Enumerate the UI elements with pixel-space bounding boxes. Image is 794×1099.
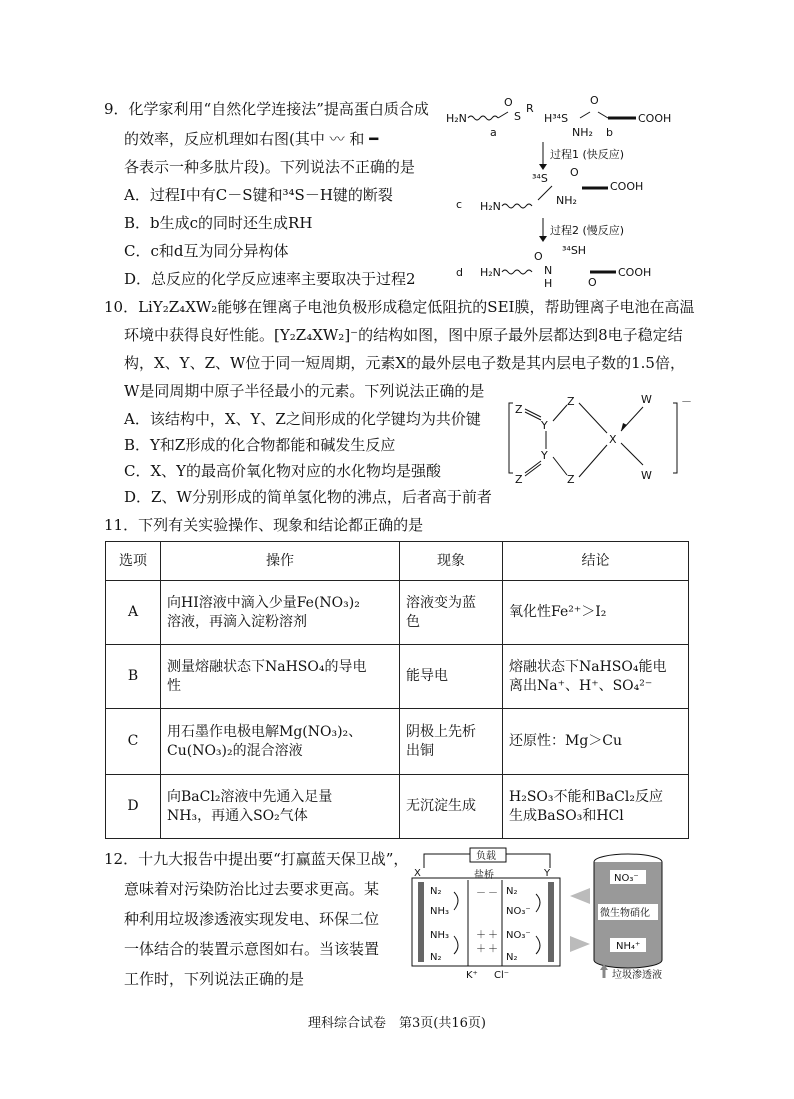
page-footer: 理科综合试卷 第3页(共16页) <box>308 1016 486 1031</box>
plus-sign: ＋ <box>476 930 486 941</box>
q10-option-c: C．X、Y的最高价氧化物对应的水化物均是强酸 <box>124 462 442 480</box>
q10-stem-line-1: 10．LiY₂Z₄XW₂能够在锂离子电池负极形成稳定低阻抗的SEI膜，帮助锂离子电池在高温 <box>104 298 695 316</box>
q9-option-d: D．总反应的化学反应速率主要取决于过程2 <box>124 270 416 288</box>
row-conclusion: H₂SO₃不能和BaCl₂反应 生成BaSO₃和HCl <box>503 775 689 839</box>
w-atom: W <box>641 469 652 482</box>
plus-sign: ＋ <box>488 944 498 955</box>
q12-stem-line-4: 一体结合的装置示意图如右。当该装置 <box>124 940 380 958</box>
row-conclusion: 氧化性Fe²⁺＞I₂ <box>503 581 689 645</box>
row-operation: 向HI溶液中滴入少量Fe(NO₃)₂ 溶液，再滴入淀粉溶剂 <box>161 581 400 645</box>
q10-option-a: A．该结构中，X、Y、Z之间形成的化学键均为共价键 <box>124 410 481 428</box>
left-arrow-icon <box>570 888 590 904</box>
row-conclusion: 还原性：Mg＞Cu <box>503 709 689 775</box>
species-label: N₂ <box>430 886 442 897</box>
species-label: N₂ <box>430 952 442 963</box>
header-operation: 操作 <box>161 542 400 581</box>
d-cooh-label: COOH <box>618 266 652 279</box>
d-label: d <box>456 266 463 279</box>
b-cooh-label: COOH <box>638 112 672 125</box>
row-option: A <box>106 581 161 645</box>
a-h2n-label: H₂N <box>446 112 467 125</box>
b-nh2-label: NH₂ <box>572 126 593 139</box>
curved-arrow-icon <box>536 894 540 912</box>
q9-stem-line-2: 的效率，反应机理如右图(其中 〰 和 ━ <box>124 130 379 148</box>
a-carbonyl-o: O <box>504 96 513 109</box>
right-bracket <box>673 403 677 473</box>
q9-option-b: B．b生成c的同时还生成RH <box>124 214 313 232</box>
c-s34-label: ³⁴S <box>532 172 548 185</box>
down-arrow-icon <box>539 236 547 242</box>
curved-arrow-icon <box>454 936 458 954</box>
c-nh2-label: NH₂ <box>556 194 577 207</box>
row-phenomenon: 溶液变为蓝 色 <box>400 581 503 645</box>
electrode-y-label: Y <box>544 868 551 879</box>
q11-stem: 11．下列有关实验操作、现象和结论都正确的是 <box>104 516 424 534</box>
tank-mid-label: 微生物硝化 <box>600 908 650 919</box>
q10-option-d: D．Z、W分别形成的简单氢化物的沸点，后者高于前者 <box>124 488 492 506</box>
a-r-label: R <box>526 102 534 115</box>
curved-arrow-icon <box>536 936 540 954</box>
a-wavy-chain <box>468 116 498 120</box>
minus-sign: － <box>476 888 486 899</box>
d-n-label: N <box>544 264 553 277</box>
q9-reaction-diagram <box>440 90 690 290</box>
y-atom: Y <box>541 419 548 432</box>
row-phenomenon: 阴极上先析 出铜 <box>400 709 503 775</box>
q12-stem-line-5: 工作时，下列说法正确的是 <box>124 970 305 988</box>
table-row <box>106 645 689 709</box>
arrow-icon <box>621 423 627 431</box>
row-operation: 向BaCl₂溶液中先通入足量 NH₃，再通入SO₂气体 <box>161 775 400 839</box>
q12-device-diagram <box>410 848 700 984</box>
right-arrow-icon <box>570 936 590 952</box>
c-h2n-label: H₂N <box>480 200 501 213</box>
species-label: NH₃ <box>430 930 450 941</box>
c-cooh-label: COOH <box>610 180 644 193</box>
table-row <box>106 709 689 775</box>
row-phenomenon: 能导电 <box>400 645 503 709</box>
header-conclusion: 结论 <box>503 542 689 581</box>
species-label: N₂ <box>506 886 518 897</box>
electrode-x <box>418 882 424 962</box>
d-carbonyl-o: O <box>588 276 597 289</box>
down-arrow-icon <box>539 164 547 170</box>
z-atom: Z <box>515 473 523 486</box>
d-sh34-label: ³⁴SH <box>562 244 587 257</box>
left-bracket <box>509 403 513 473</box>
table-row <box>106 581 689 645</box>
k-ion-label: K⁺ <box>466 970 478 981</box>
charge-label: － <box>681 395 692 408</box>
q10-stem-line-4: W是同周期中原子半径最小的元素。下列说法正确的是 <box>124 382 485 400</box>
row-option: C <box>106 709 161 775</box>
header-option: 选项 <box>106 542 161 581</box>
table-header-row <box>106 542 689 581</box>
step1-label: 过程1 (快反应) <box>550 148 625 161</box>
z-atom: Z <box>567 395 575 408</box>
b-carbonyl-o: O <box>590 94 599 107</box>
q12-stem-line-2: 意味着对污染防治比过去要求更高。某 <box>124 880 380 898</box>
z-atom: Z <box>567 473 575 486</box>
plus-sign: ＋ <box>476 944 486 955</box>
bond-line <box>498 112 508 118</box>
b-label: b <box>606 126 613 139</box>
d-o-label: O <box>534 250 543 263</box>
plus-sign: ＋ <box>488 930 498 941</box>
q9-stem-line-1: 9．化学家利用“自然化学连接法”提高蛋白质合成 <box>104 100 429 118</box>
row-option: B <box>106 645 161 709</box>
a-s-label: S <box>514 110 521 123</box>
q10-structure-diagram <box>505 385 690 495</box>
d-h2n-label: H₂N <box>480 266 501 279</box>
c-carbonyl-o: O <box>570 166 579 179</box>
salt-bridge-label: 盐桥 <box>474 870 494 881</box>
w-atom: W <box>641 393 652 406</box>
q9-option-a: A．过程I中有C－S键和³⁴S－H键的断裂 <box>124 186 393 204</box>
row-option: D <box>106 775 161 839</box>
row-phenomenon: 无沉淀生成 <box>400 775 503 839</box>
electrode-x-label: X <box>414 868 421 879</box>
step2-label: 过程2 (慢反应) <box>550 224 625 237</box>
q10-stem-line-3: 构，X、Y、Z、W位于同一短周期，元素X的最外层电子数是其内层电子数的1.5倍， <box>124 354 685 372</box>
minus-sign: － <box>488 888 498 899</box>
z-atom: Z <box>515 403 523 416</box>
tank-top-label: NO₃⁻ <box>614 873 639 884</box>
b-h34s-label: H³⁴S <box>544 112 569 125</box>
x-atom: X <box>609 433 617 446</box>
species-label: NO₃⁻ <box>506 930 531 941</box>
tank-bot-label: NH₄⁺ <box>616 941 641 952</box>
q9-stem-line-3: 各表示一种多肽片段)。下列说法不正确的是 <box>124 158 415 176</box>
a-label: a <box>490 126 497 139</box>
row-conclusion: 熔融状态下NaHSO₄能电 离出Na⁺、H⁺、SO₄²⁻ <box>503 645 689 709</box>
species-label: NO₃⁻ <box>506 906 531 917</box>
q9-option-c: C．c和d互为同分异构体 <box>124 242 289 260</box>
electrode-y <box>548 882 554 962</box>
header-phenomenon: 现象 <box>400 542 503 581</box>
d-h-label: H <box>544 277 553 290</box>
y-atom: Y <box>541 449 548 462</box>
species-label: N₂ <box>506 952 518 963</box>
row-operation: 测量熔融状态下NaHSO₄的导电 性 <box>161 645 400 709</box>
cl-ion-label: Cl⁻ <box>494 970 510 981</box>
q10-option-b: B．Y和Z形成的化合物都能和碱发生反应 <box>124 436 396 454</box>
load-label: 负载 <box>476 851 496 862</box>
q10-stem-line-2: 环境中获得良好性能。[Y₂Z₄XW₂]⁻的结构如图，图中原子最外层都达到8电子稳定结 <box>124 326 683 344</box>
q12-stem-line-1: 12．十九大报告中提出要“打赢蓝天保卫战”， <box>104 850 409 868</box>
q12-stem-line-3: 种利用垃圾渗透液实现发电、环保二位 <box>124 910 380 928</box>
table-row <box>106 775 689 839</box>
c-label: c <box>456 198 463 211</box>
q11-experiment-table <box>105 541 689 839</box>
species-label: NH₃ <box>430 906 450 917</box>
input-label: 垃圾渗透液 <box>612 970 662 981</box>
row-operation: 用石墨作电极电解Mg(NO₃)₂、 Cu(NO₃)₂的混合溶液 <box>161 709 400 775</box>
curved-arrow-icon <box>454 892 458 910</box>
